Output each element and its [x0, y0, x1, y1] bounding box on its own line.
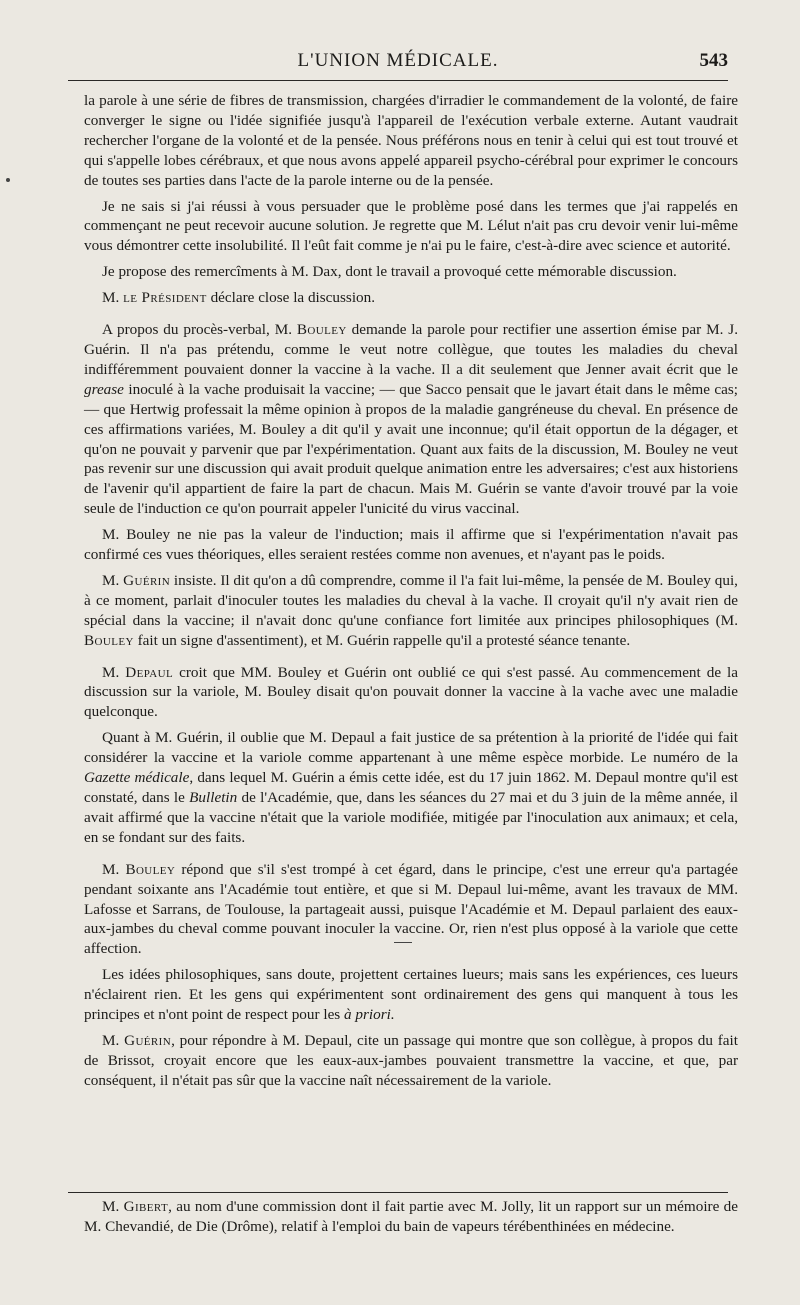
- paragraph: [84, 571, 738, 651]
- text-run: demande la parole pour rectifier une assertion émise par M. J. Guérin. Il n'a pas prétendu, comme le veut notre collègue, que toutes les maladies du cheval indifféremment pouvaient donner la vaccine à la vache. Il a dit seulement que Jenner avait écrit que le: [84, 321, 738, 378]
- paragraph: [84, 965, 738, 1025]
- italic-text: grease: [84, 380, 124, 398]
- section-rule: [68, 1192, 728, 1193]
- paragraph: [84, 91, 738, 191]
- text-run: A propos du procès-verbal, M.: [102, 321, 297, 339]
- text-run: M.: [102, 663, 126, 681]
- text-run: M.: [102, 1031, 125, 1049]
- text-run: insiste. Il dit qu'on a dû comprendre, comme il l'a fait lui-même, la pensée de M. Bouley qui, à ce moment, parlait d'inoculer toutes les maladies du cheval à la vache. Il croyait qu'il n'y avait rien de spécial dans la vaccine; il n'avait donc qu'une confiance fort limitée aux principes philosophiques (M.: [84, 571, 738, 629]
- speaker-name: Guérin: [123, 571, 171, 589]
- speaker-name: le Président: [123, 289, 207, 307]
- body-text: [84, 91, 738, 1097]
- text-run: Je ne sais si j'ai réussi à vous persuader que le problème posé dans les termes que j'ai rappelés en commençant ne peut recevoir aucune solution. Je regrette que M. Lélut n'ait pas cru devoir venir lui-même vous démontrer cette insolubilité. Il l'eût fait comme je n'ai pu le faire, c'est-à-dire avec science et autorité.: [84, 197, 738, 255]
- text-run: M.: [102, 1198, 124, 1215]
- text-run: Je propose des remercîments à M. Dax, dont le travail a provoqué cette mémorable discussion.: [102, 263, 677, 281]
- text-run: M.: [102, 289, 124, 307]
- text-run: croit que MM. Bouley et Guérin ont oublié ce qui s'est passé. Au commencement de la discussion sur la variole, M. Bouley disait qu'on pouvait donner la vaccine à la vache avec une maladie quelconque.: [84, 663, 739, 721]
- speaker-name: Guérin: [124, 1031, 172, 1049]
- paragraph: [84, 197, 738, 257]
- running-header: [68, 50, 728, 76]
- text-run: M.: [102, 571, 124, 589]
- ink-speck: [6, 178, 10, 182]
- text-run: répond que s'il s'est trompé à cet égard, dans le principe, c'est une erreur qu'a partagée pendant soixante ans l'Académie tout entière, et que si M. Depaul lui-même, avant les travaux de MM. Lafosse et Sarrans, de Toulouse, la partageait aussi, puisque l'Académie et M. Depaul parlaient des eaux-aux-jambes du cheval comme pouvant inoculer la vaccine. Or, rien n'est plus opposé à la variole que cette affection.: [84, 860, 738, 958]
- paragraph: [84, 320, 738, 519]
- paragraph: [84, 1031, 738, 1091]
- text-run: M.: [102, 860, 126, 878]
- italic-text: Gazette médicale: [84, 769, 190, 787]
- speaker-name: Bouley: [296, 321, 347, 339]
- page-number: 543: [699, 50, 728, 71]
- text-run: inoculé à la vache produisait la vaccine; — que Sacco pensait que le javart était dans le même cas; — que Hertwig professait la même opinion à propos de la maladie gangréneuse du cheval. En présence de ces affirmations variées, M. Bouley a dit qu'il y avait une inconnue; qu'il était opportun de la dégager, et qu'on ne pouvait y parvenir que par l'expérimentation. Quant aux faits de la discussion, M. Bouley ne veut pas revenir sur une discussion qui avait produit quelque animation entre les adversaires; c'est aux historiens de l'avenir qu'il appartient de faire la part de chacun. Mais M. Guérin se vante d'avoir trouvé par la voie seule de l'induction ce qu'on pourrait appeler l'unicité du virus vaccinal.: [84, 380, 738, 518]
- text-run: Les idées philosophiques, sans doute, projettent certaines lueurs; mais sans les expériences, ces lueurs n'éclairent rien. Et les gens qui expérimentent sont ordinairement des gens qui manquent à tous les principes et n'ont point de respect pour les: [84, 966, 738, 1024]
- paragraph: [84, 663, 738, 723]
- paragraph: [84, 728, 738, 847]
- final-paragraph-block: [84, 1197, 738, 1237]
- text-run: Quant à M. Guérin, il oublie que M. Depaul a fait justice de sa prétention à la priorité de l'idée qui fait considérer la vaccine et la variole comme appartenant à une même espèce morbide. Le numéro de la: [84, 729, 738, 767]
- text-run: , au nom d'une commission dont il fait partie avec M. Jolly, lit un rapport sur un mémoire de M. Chevandié, de Die (Drôme), relatif à l'emploi du bain de vapeurs térébenthinées en médecine.: [84, 1198, 738, 1235]
- paragraph: [84, 262, 738, 282]
- short-separator: [394, 942, 412, 943]
- paragraph: [84, 1197, 738, 1237]
- text-run: , pour répondre à M. Depaul, cite un passage qui montre que son collègue, à propos du fait de Brissot, croyait encore que les eaux-aux-jambes pouvaient transmettre la vaccine, et que, par conséquent, il n'était pas sûr que la vaccine naît nécessairement de la variole.: [84, 1031, 738, 1089]
- speaker-name: Depaul: [125, 663, 174, 681]
- text-run: , dans lequel M. Guérin a émis cette idée, est du 17 juin 1862. M. Depaul montre qu'il est constaté, dans le: [84, 769, 738, 806]
- text-run: de l'Académie, que, dans les séances du 27 mai et du 3 juin de la même année, il avait affirmé que la vaccine n'était que la variole modifiée, mitigée par l'inoculation aux animaux; et cela, en se fondant sur des faits.: [84, 789, 739, 846]
- speaker-name: Bouley: [125, 860, 176, 878]
- paragraph: [84, 860, 738, 960]
- journal-title: L'UNION MÉDICALE.: [297, 50, 499, 71]
- paragraph: [84, 288, 738, 308]
- text-run: déclare close la discussion.: [206, 289, 376, 307]
- text-run: M. Bouley ne nie pas la valeur de l'induction; mais il affirme que si l'expérimentation n'avait pas confirmé ces vues théoriques, elles seraient restées comme non avenues, et n'ayant pas le poids.: [84, 526, 738, 564]
- speaker-name: Gibert: [123, 1198, 169, 1215]
- paragraph: [84, 525, 738, 565]
- text-run: fait un signe d'assentiment), et M. Guérin rappelle qu'il a protesté séance tenante.: [133, 631, 631, 649]
- header-rule: [68, 80, 728, 81]
- italic-text: à priori.: [344, 1006, 395, 1024]
- italic-text: Bulletin: [189, 789, 238, 806]
- text-run: la parole à une série de fibres de transmission, chargées d'irradier le commandement de la volonté, de faire converger le signe ou l'idée signifiée jusqu'à l'appareil de l'exécution verbale externe. Autant vaudrait rechercher l'organe de la volonté et de la pensée. Nous préférons nous en tenir à celui qui est tout trouvé et qui s'appelle lobes cérébraux, et que nous avons appelé appareil psycho-cérébral pour exprimer le concours de toutes ses parties dans l'acte de la parole interne ou de la pensée.: [84, 92, 738, 189]
- speaker-name: Bouley: [84, 631, 134, 649]
